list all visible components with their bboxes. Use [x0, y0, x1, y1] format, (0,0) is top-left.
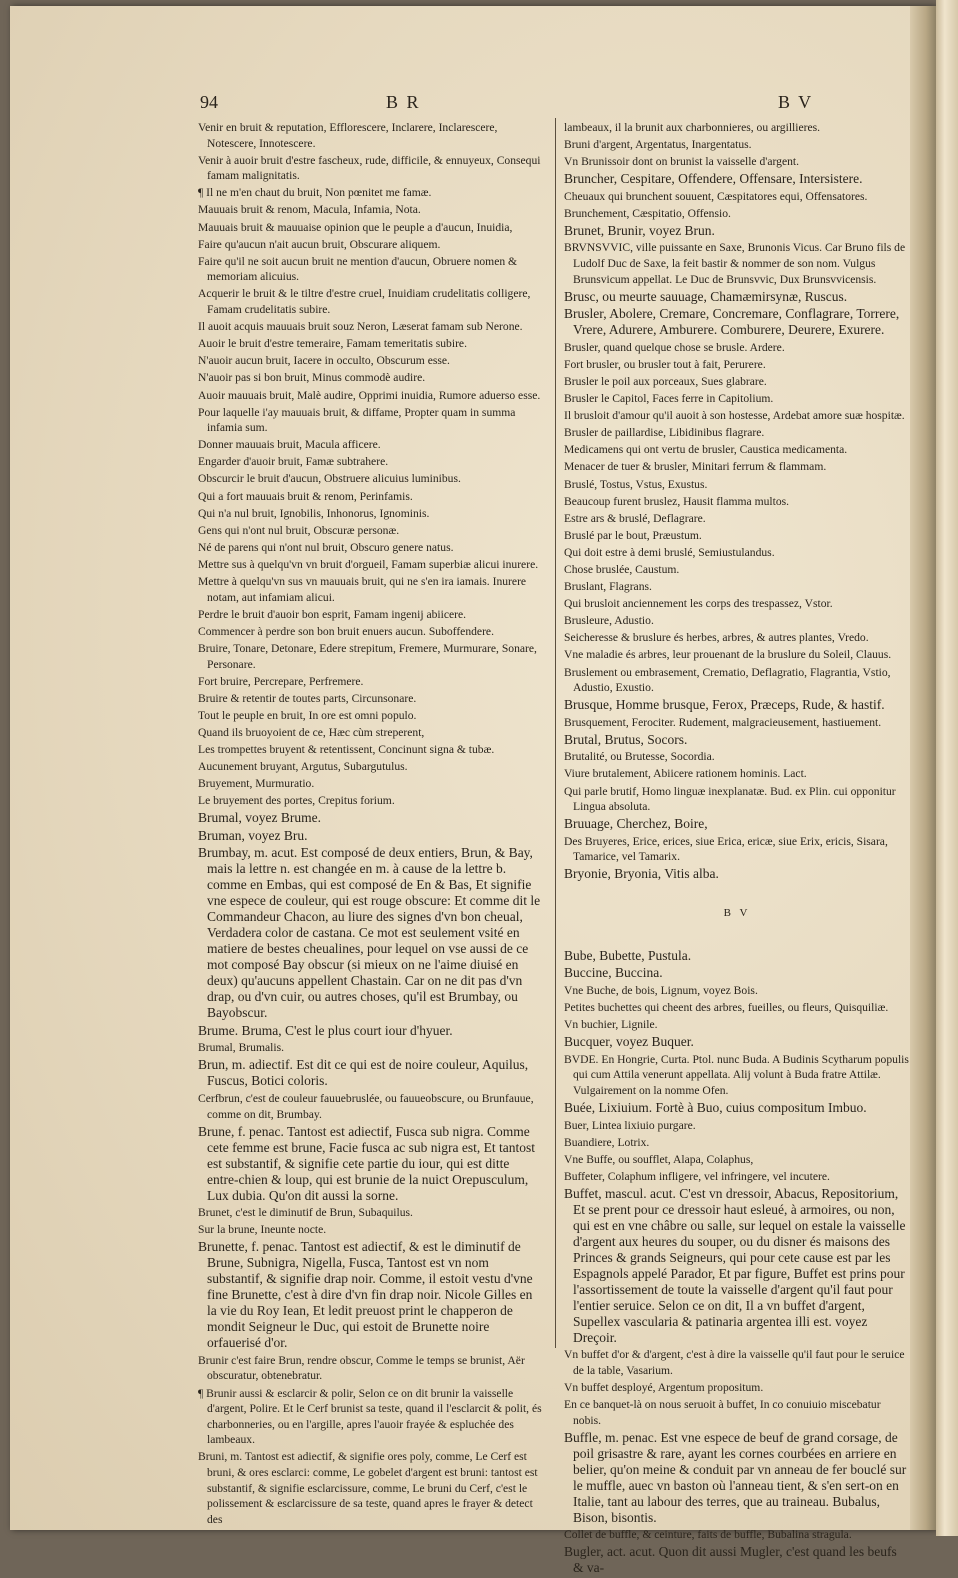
dictionary-entry: Bugler, act. acut. Quon dit aussi Mugler, c'est quand les beufs & va- — [564, 1544, 897, 1576]
dictionary-entry: Brunir c'est faire Brun, rendre obscur, Comme le temps se brunist, Aër obscuratur, obtenebratur. — [198, 1353, 525, 1383]
dictionary-entry: Buer, Lintea lixiuio purgare. — [564, 1118, 696, 1132]
dictionary-entry: N'auoir aucun bruit, Iacere in occulto, Obscurum esse. — [198, 354, 450, 368]
dictionary-entry: Bruyement, Murmuratio. — [198, 777, 315, 791]
dictionary-entry: Vn buchier, Lignile. — [564, 1018, 658, 1032]
dictionary-entry: Mauuais bruit & renom, Macula, Infamia, Nota. — [198, 203, 421, 217]
dictionary-entry: Brusler le poil aux porceaux, Sues glabrare. — [564, 374, 767, 388]
dictionary-entry: Buée, Lixiuium. Fortè à Buo, cuius compositum Imbuo. — [564, 1100, 867, 1116]
dictionary-entry: Buccine, Buccina. — [564, 965, 663, 981]
dictionary-entry: Brusquement, Ferociter. Rudement, malgracieusement, hastiuement. — [564, 715, 882, 729]
dictionary-entry: Bryonie, Bryonia, Vitis alba. — [564, 866, 719, 882]
dictionary-entry: Brunet, c'est le diminutif de Brun, Subaquilus. — [198, 1206, 413, 1220]
dictionary-entry: Estre ars & bruslé, Deflagrare. — [564, 511, 706, 525]
dictionary-entry: Commencer à perdre son bon bruit enuers aucun. Suboffendere. — [198, 624, 494, 638]
running-head-right: B V — [778, 92, 814, 112]
dictionary-entry: Qui a fort mauuais bruit & renom, Perinfamis. — [198, 489, 413, 503]
dictionary-entry: Bruslé, Tostus, Vstus, Exustus. — [564, 477, 708, 491]
dictionary-entry: Cerfbrun, c'est de couleur fauuebruslée, ou fauueobscure, ou Brunfauue, comme on dit, Brumbay. — [198, 1091, 534, 1121]
dictionary-entry: Vne Buche, de bois, Lignum, voyez Bois. — [564, 983, 758, 997]
dictionary-entry: Bruire & retentir de toutes parts, Circunsonare. — [198, 691, 417, 705]
column-rule — [555, 118, 556, 1348]
dictionary-entry: Brumal, voyez Brume. — [198, 810, 321, 826]
left-column — [198, 120, 544, 1529]
dictionary-entry: Engarder d'auoir bruit, Famæ subtrahere. — [198, 455, 389, 469]
dictionary-entry: Vn buffet desployé, Argentum propositum. — [564, 1381, 764, 1395]
dictionary-entry: Bruslement ou embrasement, Crematio, Deflagratio, Flagrantia, Vstio, Adustio, Exustio. — [564, 665, 891, 695]
dictionary-entry: Brusleure, Adustio. — [564, 614, 654, 628]
dictionary-entry: Brusc, ou meurte sauuage, Chamæmirsynæ, Ruscus. — [564, 288, 848, 304]
dictionary-entry: Brumal, Brumalis. — [198, 1041, 284, 1055]
dictionary-entry: En ce banquet-là on nous seruoit à buffet, In co conuiuio miscebatur nobis. — [564, 1398, 881, 1427]
dictionary-entry: Brutalité, ou Brutesse, Socordia. — [564, 750, 715, 764]
page-number: 94 — [200, 92, 218, 112]
dictionary-entry: Menacer de tuer & brusler, Minitari ferrum & flammam. — [564, 460, 827, 474]
dictionary-entry: Brusler, quand quelque chose se brusle. Ardere. — [564, 340, 785, 354]
dictionary-entry: Brumbay, m. acut. Est composé de deux entiers, Brun, & Bay, mais la lettre n. est changée en m. à cause de la lettre b. comme en Embas, qui est composé de En & Bas, Et signifie vne espece de couleur, qui est rouge obscure: Et comme dit le Commandeur Chacon, au liure des signes d'vn bon cheual, Verdadera color de castana. Ce mot est seulement vsité en matiere de bestes cheualines, pour lequel on vse aussi de ce mot composé Bay obscur (si mieux on ne l'aime diuisé en deux) qu'aucuns appellent Chastain. Car on ne dit pas d'vn drap, ou d'vn cuir, ou autres choses, qu'il est Brumbay, ou Bayobscur. — [198, 845, 541, 1021]
dictionary-entry: Brusler, Abolere, Cremare, Concremare, Conflagrare, Torrere, Vrere, Adurere, Amburere. Comburere, Deurere, Exurere. — [564, 306, 900, 338]
dictionary-entry: Brusler le Capitol, Faces ferre in Capitolium. — [564, 392, 774, 406]
right-column — [564, 120, 910, 1578]
dictionary-entry: ¶ Brunir aussi & esclarcir & polir, Selon ce on dit brunir la vaisselle d'argent, Polire. Et le Cerf brunist sa teste, quand il l'esclarcit & polit, és charbonneries, ou en l'argille, apres l'auoir frayée & espluchée des lambeaux. — [198, 1386, 542, 1447]
dictionary-entry: Seicheresse & bruslure és herbes, arbres, & autres plantes, Vredo. — [564, 631, 869, 645]
dictionary-entry: Brunette, f. penac. Tantost est adiectif, & est le diminutif de Brune, Subnigra, Nigella, Fusca, Tantost est vn nom substantif, & signifie drap noir. Comme, il estoit vestu d'vne fine Brunette, c'est à dire d'vn fin drap noir. Nicole Gilles en la vie du Roy Iean, Et ledit preuost print le chapperon de mondit Seigneur le Duc, qui estoit de Brunette noire orfauerisé d'or. — [198, 1239, 533, 1351]
dictionary-entry: Il brusloit d'amour qu'il auoit à son hostesse, Ardebat amore suæ hospitæ. — [564, 409, 905, 423]
dictionary-entry: Sur la brune, Ineunte nocte. — [198, 1223, 327, 1237]
dictionary-entry: Né de parens qui n'ont nul bruit, Obscuro genere natus. — [198, 540, 454, 554]
dictionary-entry: Aucunement bruyant, Argutus, Subargutulus. — [198, 760, 408, 774]
dictionary-entry: N'auoir pas si bon bruit, Minus commodè audire. — [198, 371, 426, 385]
dictionary-entry: Buffet, mascul. acut. C'est vn dressoir, Abacus, Repositorium, Et se prent pour ce dressoir haut esleué, à armoires, ou non, qui est en vne châbre ou salle, sur lequel on estale la vaisselle d'argent aux heures du souper, ou du disner és maisons des Princes & grands Seigneurs, qui pour cete cause est par les Espagnols appelé Parador, Et par figure, Buffet est prins pour l'assortissement de toute la vaisselle d'argent qu'il faut pour l'entier seruice. Selon ce on dit, Il a vn buffet d'argent, Supellex vascularia & patinaria argentea illi est. voyez Dreçoir. — [564, 1185, 906, 1345]
dictionary-entry: BVDE. En Hongrie, Curta. Ptol. nunc Buda. A Budinis Scytharum populis qui cum Attila venerunt appellata. Alij volunt à Buda fratre Attilæ. Vulgairement on la nomme Ofen. — [564, 1052, 909, 1097]
dictionary-entry: Obscurcir le bruit d'aucun, Obstruere alicuius luminibus. — [198, 472, 461, 486]
dictionary-entry: Auoir mauuais bruit, Malè audire, Opprimi inuidia, Rumore aduerso esse. — [198, 388, 541, 402]
dictionary-entry: Buandiere, Lotrix. — [564, 1135, 650, 1149]
dictionary-entry: Buffeter, Colaphum infligere, vel infringere, vel incutere. — [564, 1169, 830, 1183]
dictionary-entry: Bruni d'argent, Argentatus, Inargentatus. — [564, 138, 752, 152]
dictionary-entry: Perdre le bruit d'auoir bon esprit, Famam ingenij abiicere. — [198, 607, 467, 621]
dictionary-entry: Fort brusler, ou brusler tout à fait, Perurere. — [564, 357, 766, 371]
next-page-edge — [936, 0, 958, 1536]
dictionary-entry: Les trompettes bruyent & retentissent, Concinunt signa & tubæ. — [198, 742, 495, 756]
dictionary-entry: Viure brutalement, Abiicere rationem hominis. Lact. — [564, 767, 807, 781]
dictionary-entry: Vne Buffe, ou soufflet, Alapa, Colaphus, — [564, 1152, 754, 1166]
dictionary-entry: Fort bruire, Percrepare, Perfremere. — [198, 674, 364, 688]
dictionary-entry: Bruni, m. Tantost est adiectif, & signifie ores poly, comme, Le Cerf est bruni, & ores esclarci: comme, Le gobelet d'argent est bruni: tantost est substantif, & signifie esclarcissure, comme, Le bruni du Cerf, c'est le polissement & esclarcissure de sa teste, quand apres le frayer & detect des — [198, 1450, 538, 1526]
dictionary-entry: ¶ Il ne m'en chaut du bruit, Non pœnitet me famæ. — [198, 186, 432, 200]
dictionary-entry: Brune, f. penac. Tantost est adiectif, Fusca sub nigra. Comme cete femme est brune, Facie fusca ac sub nigra est, Et tantost est substantif, & signifie cete partie du iour, qui est ditte entre-chien & loup, qui est brunie de la nuict Orepusculum, Lux dubia. Qu'on dit aussi la sorne. — [198, 1123, 536, 1203]
dictionary-entry: Qui n'a nul bruit, Ignobilis, Inhonorus, Ignominis. — [198, 506, 430, 520]
dictionary-entry: Vne maladie és arbres, leur prouenant de la bruslure du Soleil, Clauus. — [564, 648, 892, 662]
dictionary-entry: Gens qui n'ont nul bruit, Obscuræ personæ. — [198, 523, 400, 537]
dictionary-entry: Bruncher, Cespitare, Offendere, Offensare, Intersistere. — [564, 171, 863, 187]
dictionary-entry: Qui brusloit anciennement les corps des trespassez, Vstor. — [564, 597, 833, 611]
dictionary-entry: Cheuaux qui brunchent souuent, Cæspitatores equi, Offensatores. — [564, 189, 868, 203]
dictionary-entry: Bruslé par le bout, Præustum. — [564, 528, 702, 542]
dictionary-entry: Brusler de paillardise, Libidinibus flagrare. — [564, 426, 765, 440]
dictionary-entry: Venir en bruit & reputation, Efflorescere, Inclarere, Inclarescere, Notescere, Innotescere. — [198, 121, 498, 150]
dictionary-entry: Collet de buffle, & ceinture, faits de buffle, Bubalina stragula. — [564, 1528, 852, 1542]
dictionary-entry: Tout le peuple en bruit, In ore est omni populo. — [198, 708, 417, 722]
dictionary-entry: Auoir le bruit d'estre temeraire, Famam temeritatis subire. — [198, 337, 467, 351]
dictionary-entry: Vn buffet d'or & d'argent, c'est à dire la vaisselle qu'il faut pour le seruice de la table, Vasarium. — [564, 1348, 905, 1377]
dictionary-entry: Qui parle brutif, Homo linguæ inexplanatæ. Bud. ex Plin. cui opponitur Lingua absoluta. — [564, 784, 896, 814]
dictionary-entry: Beaucoup furent bruslez, Hausit flamma multos. — [564, 494, 790, 508]
dictionary-entry: Mettre sus à quelqu'vn vn bruit d'orgueil, Famam superbiæ alicui inurere. — [198, 557, 539, 571]
book-page — [10, 6, 936, 1576]
dictionary-entry: Mauuais bruit & mauuaise opinion que le peuple a d'aucun, Inuidia, — [198, 220, 513, 234]
dictionary-entry: Il auoit acquis mauuais bruit souz Neron, Læserat famam sub Nerone. — [198, 320, 523, 334]
dictionary-entry: Le bruyement des portes, Crepitus forium. — [198, 794, 395, 808]
dictionary-entry: Vn Brunissoir dont on brunist la vaisselle d'argent. — [564, 155, 800, 169]
dictionary-entry: Brume. Bruma, C'est le plus court iour d'hyuer. — [198, 1022, 453, 1038]
dictionary-entry: Chose bruslée, Caustum. — [564, 562, 680, 576]
dictionary-entry: Brunchement, Cæspitatio, Offensio. — [564, 206, 731, 220]
page-gutter-shadow — [910, 6, 936, 1530]
dictionary-entry: Bruuage, Cherchez, Boire, — [564, 816, 708, 832]
dictionary-entry: BRVNSVVIC, ville puissante en Saxe, Brunonis Vicus. Car Bruno fils de Ludolf Duc de Saxe, la feit bastir & nommer de son nom. Vulgus Brunsvicum appellat. Le Duc de Brunsvvic, Dux Brunsvvicensis. — [564, 241, 906, 286]
dictionary-entry: Des Bruyeres, Erice, erices, siue Erica, ericæ, siue Erix, ericis, Sisara, Tamarice, vel Tamarix. — [564, 834, 888, 864]
dictionary-entry: Donner mauuais bruit, Macula afficere. — [198, 438, 381, 452]
dictionary-entry: Bube, Bubette, Pustula. — [564, 947, 692, 963]
dictionary-entry: Bucquer, voyez Buquer. — [564, 1034, 694, 1050]
dictionary-entry: B V — [723, 907, 751, 920]
dictionary-entry: Faire qu'il ne soit aucun bruit ne mention d'aucun, Obruere nomen & memoriam alicuius. — [198, 254, 518, 284]
dictionary-entry: Petites buchettes qui cheent des arbres, fueilles, ou fleurs, Quisquiliæ. — [564, 1001, 889, 1015]
dictionary-entry: Medicamens qui ont vertu de brusler, Caustica medicamenta. — [564, 443, 848, 457]
dictionary-entry: Qui doit estre à demi bruslé, Semiustulandus. — [564, 545, 775, 559]
dictionary-entry: Brunet, Brunir, voyez Brun. — [564, 222, 715, 238]
dictionary-entry: lambeaux, il la brunit aux charbonnieres, ou argillieres. — [564, 121, 821, 134]
dictionary-entry: Buffle, m. penac. Est vne espece de beuf de grand corsage, de poil grisastre & rare, ayant les cornes courbées en arriere en belier, qu'on meine & conduit par vn anneau de fer bouclé sur le muffle, auec vn baston où l'anneau tient, & s'en sert-on en Italie, tant au labour des terres, que au traineau. Bubalus, Bison, bisontis. — [564, 1429, 907, 1525]
dictionary-entry: Bruman, voyez Bru. — [198, 827, 308, 843]
dictionary-entry: Venir à auoir bruit d'estre fascheux, rude, difficile, & ennuyeux, Consequi famam malignitatis. — [198, 153, 541, 183]
dictionary-entry: Mettre à quelqu'vn sus vn mauuais bruit, qui ne s'en ira iamais. Inurere notam, aut infamiam alicui. — [198, 575, 527, 604]
dictionary-entry: Pour laquelle i'ay mauuais bruit, & diffame, Propter quam in summa infamia sum. — [198, 405, 516, 435]
dictionary-entry: Acquerir le bruit & le tiltre d'estre cruel, Inuidiam crudelitatis colligere, Famam crudelitatis subire. — [198, 287, 531, 317]
dictionary-entry: Quand ils bruoyoient de ce, Hæc cùm streperent, — [198, 725, 425, 739]
dictionary-entry: Brusque, Homme brusque, Ferox, Præceps, Rude, & hastif. — [564, 697, 885, 713]
dictionary-entry: Bruslant, Flagrans. — [564, 580, 652, 594]
dictionary-entry: Bruire, Tonare, Detonare, Edere strepitum, Fremere, Murmurare, Sonare, Personare. — [198, 641, 537, 671]
dictionary-entry: Brun, m. adiectif. Est dit ce qui est de noire couleur, Aquilus, Fuscus, Botici coloris. — [198, 1057, 529, 1089]
dictionary-entry: Brutal, Brutus, Socors. — [564, 731, 688, 747]
dictionary-entry: Faire qu'aucun n'ait aucun bruit, Obscurare aliquem. — [198, 237, 441, 251]
running-head-left: B R — [386, 92, 421, 112]
